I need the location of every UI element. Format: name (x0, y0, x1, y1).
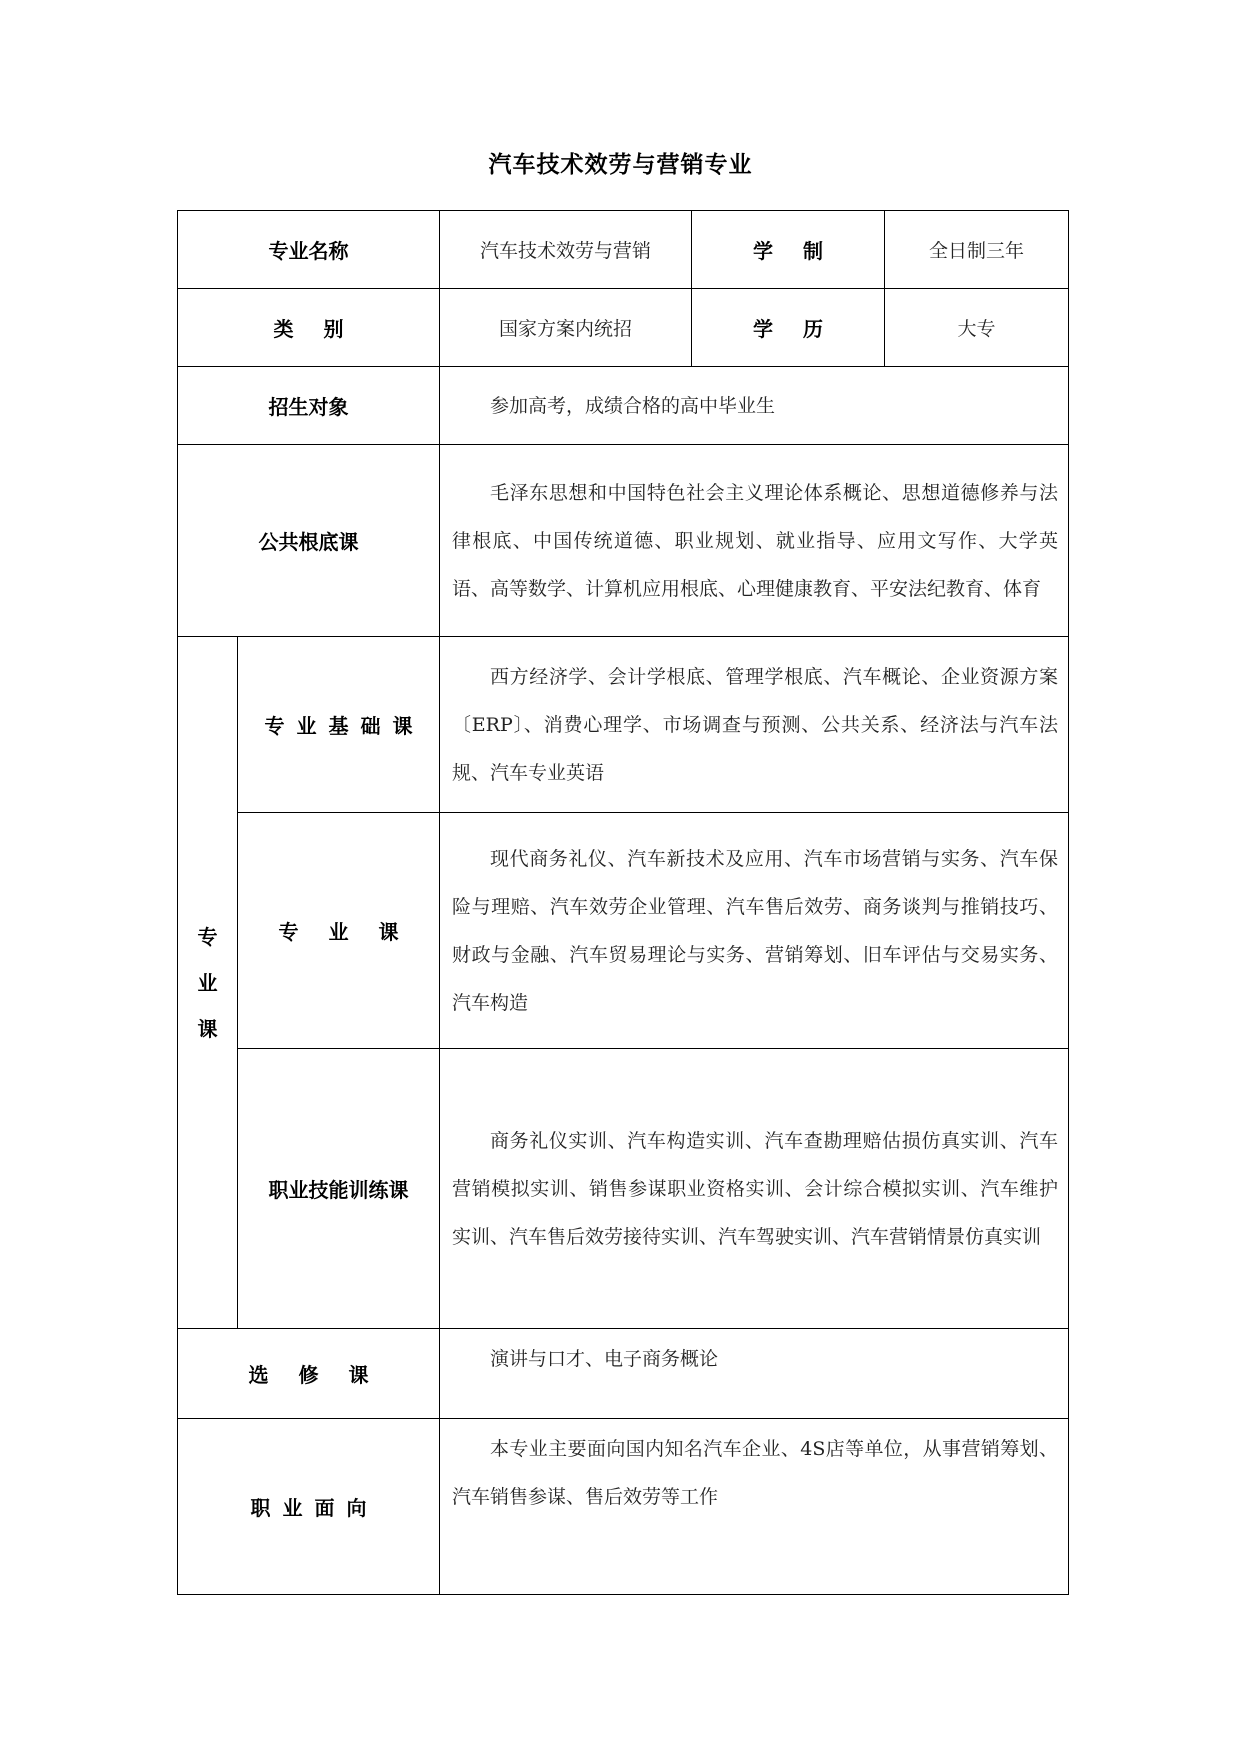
major-name-value: 汽车技术效劳与营销 (440, 211, 692, 289)
major-basic-value: 西方经济学、会计学根底、管理学根底、汽车概论、企业资源方案〔ERP〕、消费心理学、市场调查与预测、公共关系、经济法与汽车法规、汽车专业英语 (440, 637, 1069, 813)
skill-training-value: 商务礼仪实训、汽车构造实训、汽车查勘理赔估损仿真实训、汽车营销模拟实训、销售参谋职业资格实训、会计综合模拟实训、汽车维护实训、汽车售后效劳接待实训、汽车驾驶实训、汽车营销情景仿真实训 (440, 1049, 1069, 1329)
table-row (178, 367, 1069, 445)
electives-value: 演讲与口才、电子商务概论 (440, 1329, 1069, 1419)
category-label: 类别 (178, 289, 440, 367)
table-row (178, 1419, 1069, 1595)
public-courses-value: 毛泽东思想和中国特色社会主义理论体系概论、思想道德修养与法律根底、中国传统道德、职业规划、就业指导、应用文写作、大学英语、高等数学、计算机应用根底、心理健康教育、平安法纪教育、体育 (440, 445, 1069, 637)
public-courses-label: 公共根底课 (178, 445, 440, 637)
table-row (178, 211, 1069, 289)
table-row (178, 1049, 1069, 1329)
major-core-label: 专业课 (238, 813, 440, 1049)
table-row (178, 813, 1069, 1049)
major-basic-label: 专业基础课 (238, 637, 440, 813)
category-value: 国家方案内统招 (440, 289, 692, 367)
duration-value: 全日制三年 (885, 211, 1069, 289)
admission-label: 招生对象 (178, 367, 440, 445)
electives-label: 选修课 (178, 1329, 440, 1419)
career-label: 职业面向 (178, 1419, 440, 1595)
duration-label: 学制 (692, 211, 885, 289)
table-row (178, 289, 1069, 367)
degree-value: 大专 (885, 289, 1069, 367)
admission-value: 参加高考，成绩合格的高中毕业生 (440, 367, 1069, 445)
table-row (178, 637, 1069, 813)
major-courses-group-cell (178, 637, 238, 1329)
program-table (177, 210, 1069, 1595)
document-title: 汽车技术效劳与营销专业 (488, 152, 753, 178)
table-row (178, 1329, 1069, 1419)
major-courses-group-label: 专业课 (197, 924, 218, 1041)
table-row (178, 445, 1069, 637)
major-core-value: 现代商务礼仪、汽车新技术及应用、汽车市场营销与实务、汽车保险与理赔、汽车效劳企业管理、汽车售后效劳、商务谈判与推销技巧、财政与金融、汽车贸易理论与实务、营销筹划、旧车评估与交易实务、汽车构造 (440, 813, 1069, 1049)
major-name-label: 专业名称 (178, 211, 440, 289)
career-value: 本专业主要面向国内知名汽车企业、4S店等单位，从事营销筹划、汽车销售参谋、售后效劳等工作 (440, 1419, 1069, 1595)
skill-training-label: 职业技能训练课 (238, 1049, 440, 1329)
degree-label: 学历 (692, 289, 885, 367)
